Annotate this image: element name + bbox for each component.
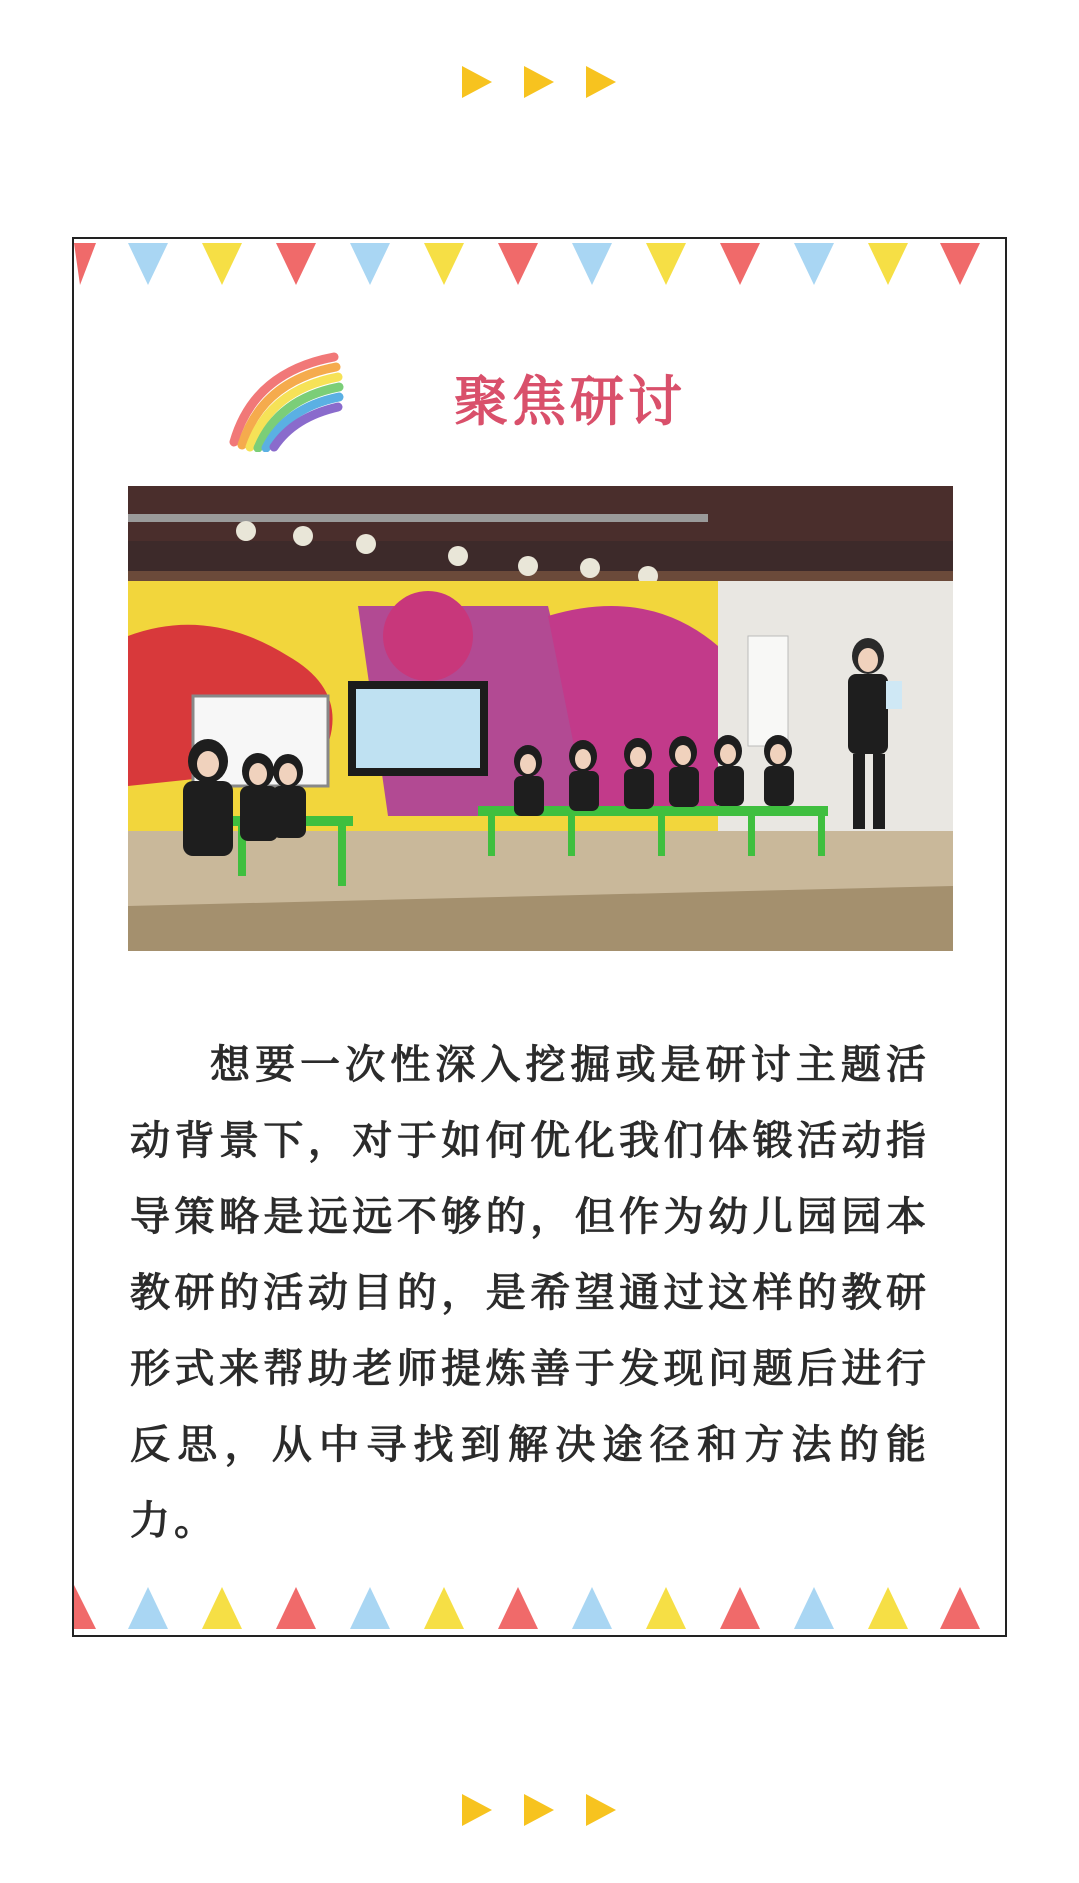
pennant-icon [276,243,316,285]
pennant-icon [350,243,390,285]
pennant-icon [498,243,538,285]
pennant-icon [74,243,96,285]
pennant-icon [720,1587,760,1629]
pennant-icon [276,1587,316,1629]
pennant-icon [794,1587,834,1629]
content-card [72,237,1007,1637]
pennant-icon [498,1587,538,1629]
play-arrow-icon [586,1794,616,1826]
pennant-icon [646,1587,686,1629]
rainbow-icon [224,347,344,452]
pennant-icon [128,1587,168,1629]
pennant-icon [794,243,834,285]
top-pennant-garland [74,243,1005,291]
top-arrow-decoration [0,62,1079,102]
play-arrow-icon [586,66,616,98]
pennant-icon [572,243,612,285]
pennant-icon [424,243,464,285]
body-paragraph: 想要一次性深入挖掘或是研讨主题活动背景下，对于如何优化我们体锻活动指导策略是远远不够的，但作为幼儿园园本教研的活动目的，是希望通过这样的教研形式来帮助老师提炼善于发现问题后进行反思，从中寻找到解决途径和方法的能力。 [130,1042,930,1544]
pennant-icon [350,1587,390,1629]
bottom-pennant-garland [74,1585,1005,1633]
play-arrow-icon [462,66,492,98]
pennant-icon [128,243,168,285]
play-arrow-icon [524,1794,554,1826]
pennant-icon [646,243,686,285]
pennant-icon [720,243,760,285]
pennant-icon [572,1587,612,1629]
pennant-icon [868,243,908,285]
pennant-icon [940,1587,980,1629]
bottom-arrow-decoration [0,1790,1079,1830]
pennant-icon [74,1585,96,1629]
pennant-icon [868,1587,908,1629]
section-title: 聚焦研讨 [454,370,686,433]
pennant-icon [940,243,980,285]
play-arrow-icon [524,66,554,98]
play-arrow-icon [462,1794,492,1826]
stage-photo [128,486,953,951]
pennant-icon [202,1587,242,1629]
pennant-icon [202,243,242,285]
pennant-icon [424,1587,464,1629]
